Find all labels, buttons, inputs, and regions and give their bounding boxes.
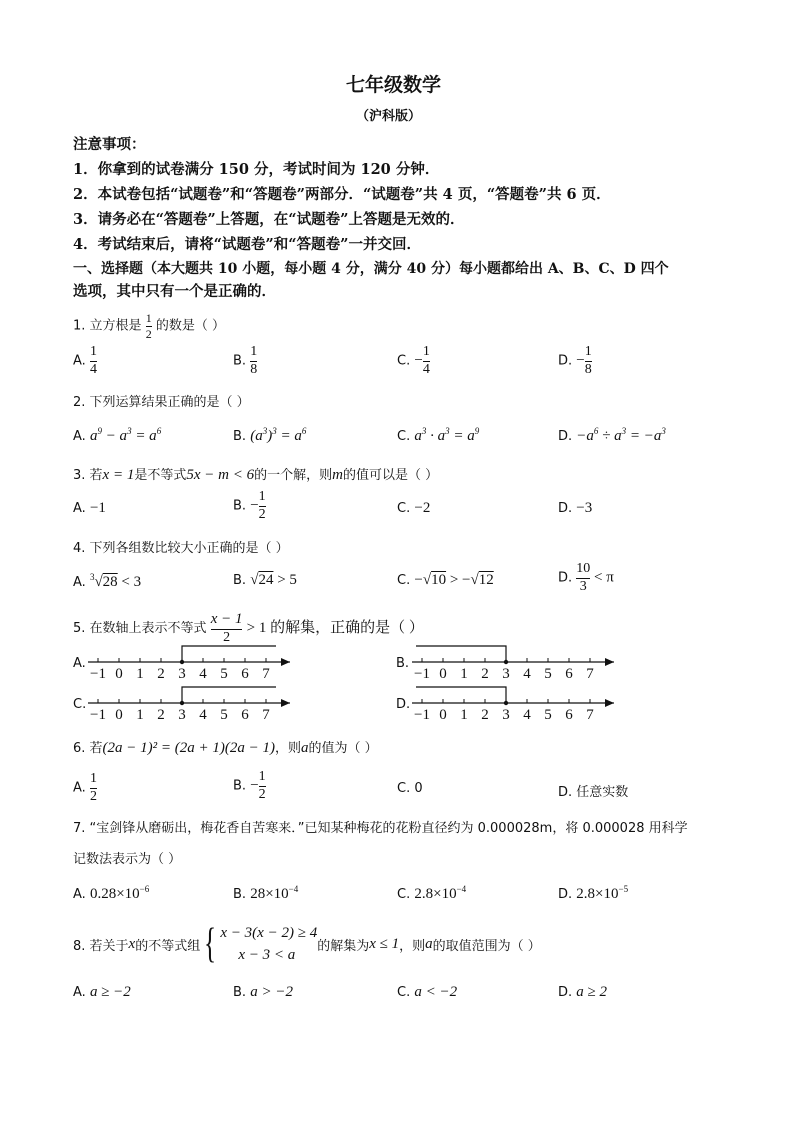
page-title: 七年级数学 xyxy=(346,74,442,96)
tick-label: 4 xyxy=(199,707,207,723)
tick-label: 7 xyxy=(262,707,270,723)
q6-option-d[interactable]: D. 任意实数 xyxy=(558,785,629,800)
tick-label: 0 xyxy=(115,666,123,682)
q5-option-d[interactable]: D. xyxy=(396,697,411,712)
notes-item: 1．你拿到的试卷满分 150 分，考试时间为 120 分钟． xyxy=(73,161,440,178)
q3-option-a[interactable]: A. −1 xyxy=(73,500,106,516)
q8-option-c[interactable]: C. a < −2 xyxy=(397,984,458,1000)
question-5: 5. 在数轴上表示不等式 $\frac{x - 1}{2}$ > 1 的解集，正确的是（ ） xyxy=(73,611,424,645)
endpoint-dot xyxy=(504,660,508,664)
q6-option-b[interactable]: B. − $\frac{1}{2}$ xyxy=(233,769,266,802)
q1-text: 1. 立方根是 xyxy=(73,318,142,334)
tick-label: 6 xyxy=(565,666,573,682)
tick-label: −1 xyxy=(414,666,430,682)
endpoint-dot xyxy=(180,701,184,705)
axis-arrow-icon xyxy=(281,699,290,707)
notes-heading: 注意事项： xyxy=(73,136,146,153)
q5-fraction: $\frac{x - 1}{2}$ xyxy=(210,611,243,645)
section-heading: 一、选择题（本大题共 10 小题，每小题 4 分，满分 40 分）每小题都给出 A、B、C、D 四个 xyxy=(73,261,669,277)
question-7: 7. “宝剑锋从磨砺出，梅花香自苦寒来．”已知某种梅花的花粉直径约为 0.000028m，将 0.000028 用科学 xyxy=(73,821,688,836)
tick-label: −1 xyxy=(90,666,106,682)
notes-item: 3．请务必在“答题卷”上答题，在“试题卷”上答题是无效的． xyxy=(73,211,465,228)
q6-option-c[interactable]: C. 0 xyxy=(397,781,423,796)
notes-item: 2．本试卷包括“试题卷”和“答题卷”两部分．“试题卷”共 4 页，“答题卷”共 6 页． xyxy=(73,186,611,203)
tick-label: 2 xyxy=(481,707,489,723)
question-4: 4. 下列各组数比较大小正确的是（ ） xyxy=(73,541,289,556)
question-2: 2. 下列运算结果正确的是（ ） xyxy=(73,395,250,410)
tick-label: 7 xyxy=(262,666,270,682)
q5-option-a[interactable]: A. xyxy=(73,656,86,671)
tick-label: 5 xyxy=(220,707,228,723)
q8-option-a[interactable]: A. a ≥ −2 xyxy=(73,984,131,1000)
axis-arrow-icon xyxy=(605,658,614,666)
inequality-system: x − 3(x − 2) ≥ 4 x − 3 < a xyxy=(220,924,318,963)
question-6: 6. 若(2a − 1)² = (2a + 1)(2a − 1)，则a的值为（ ） xyxy=(73,740,378,756)
tick-label: 2 xyxy=(157,666,165,682)
q3-option-c[interactable]: C. −2 xyxy=(397,500,431,516)
tick-label: 2 xyxy=(157,707,165,723)
question-1 xyxy=(73,312,225,340)
page-subtitle: （沪科版） xyxy=(356,109,422,124)
q2-option-c[interactable]: C. $a^3 \cdot a^3 = a^9$ xyxy=(397,426,480,444)
q3-option-d[interactable]: D. −3 xyxy=(558,500,593,516)
notes-item: 4．考试结束后，请将“试题卷”和“答题卷”一并交回． xyxy=(73,236,421,253)
tick-label: 1 xyxy=(136,707,144,723)
number-line-b xyxy=(412,642,622,682)
section-heading-cont: 选项，其中只有一个是正确的． xyxy=(73,283,276,300)
question-7-cont: 记数法表示为（ ） xyxy=(73,852,182,867)
tick-label: 1 xyxy=(460,707,468,723)
q1-option-b[interactable]: B. $\frac{1}{8}$ xyxy=(233,344,258,377)
axis-arrow-icon xyxy=(605,699,614,707)
tick-label: −1 xyxy=(90,707,106,723)
solution-bracket xyxy=(182,646,276,662)
tick-label: 4 xyxy=(523,666,531,682)
q2-option-b[interactable]: B. $(a^3)^3 = a^6$ xyxy=(233,426,307,444)
tick-label: 3 xyxy=(502,707,510,723)
solution-bracket xyxy=(416,687,506,703)
tick-label: 3 xyxy=(502,666,510,682)
endpoint-dot xyxy=(504,701,508,705)
q1-option-a[interactable]: A. $\frac{1}{4}$ xyxy=(73,344,97,377)
q4-option-a[interactable]: A. $^3$√28 < 3 xyxy=(73,572,142,590)
q8-option-d[interactable]: D. a ≥ 2 xyxy=(558,984,608,1000)
tick-label: 0 xyxy=(115,707,123,723)
q8-option-b[interactable]: B. a > −2 xyxy=(233,984,293,1000)
q2-option-a[interactable]: A. $a^9 - a^3 = a^6$ xyxy=(73,426,162,444)
q1-text-end: 的数是（ ） xyxy=(155,318,225,334)
q1-option-c[interactable]: C. − $\frac{1}{4}$ xyxy=(397,344,430,377)
q5-option-b[interactable]: B. xyxy=(396,656,410,671)
tick-label: 0 xyxy=(439,666,447,682)
q2-option-d[interactable]: D. $-a^6 \div a^3 = -a^3$ xyxy=(558,426,666,444)
axis-arrow-icon xyxy=(281,658,290,666)
tick-label: 7 xyxy=(586,666,594,682)
solution-bracket xyxy=(416,646,506,662)
q7-option-c[interactable]: C. $2.8\times 10^{-4}$ xyxy=(397,884,467,902)
tick-label: 4 xyxy=(523,707,531,723)
q4-option-c[interactable]: C. −√10 > −√12 xyxy=(397,572,494,588)
tick-label: 3 xyxy=(178,707,186,723)
q7-option-a[interactable]: A. $0.28\times 10^{-6}$ xyxy=(73,884,150,902)
tick-label: 6 xyxy=(565,707,573,723)
tick-label: 4 xyxy=(199,666,207,682)
q5-option-c[interactable]: C. xyxy=(73,697,87,712)
q6-option-a[interactable]: A. $\frac{1}{2}$ xyxy=(73,771,97,804)
tick-label: 5 xyxy=(544,707,552,723)
system-brace: { xyxy=(204,921,217,967)
tick-label: −1 xyxy=(414,707,430,723)
q4-option-b[interactable]: B. √24 > 5 xyxy=(233,572,297,588)
q4-option-d[interactable]: D. $\frac{10}{3}$ < π xyxy=(558,561,614,594)
solution-bracket xyxy=(182,687,276,703)
q3-option-b[interactable]: B. − $\frac{1}{2}$ xyxy=(233,489,266,522)
tick-label: 1 xyxy=(136,666,144,682)
tick-label: 2 xyxy=(481,666,489,682)
tick-label: 6 xyxy=(241,666,249,682)
q7-option-b[interactable]: B. $28\times 10^{-4}$ xyxy=(233,884,299,902)
question-3: 3. 若x = 1是不等式5x − m < 6的一个解，则m的值可以是（ ） xyxy=(73,467,439,483)
tick-label: 5 xyxy=(544,666,552,682)
question-8: 8. 若关于 x 的不等式组 { x − 3(x − 2) ≥ 4 x − 3 < a 的解集为 x ≤ 1 ，则 a 的取值范围为（ ） xyxy=(73,921,541,967)
tick-label: 1 xyxy=(460,666,468,682)
tick-label: 0 xyxy=(439,707,447,723)
number-line-d xyxy=(412,683,622,723)
q7-option-d[interactable]: D. $2.8\times 10^{-5}$ xyxy=(558,884,629,902)
tick-label: 3 xyxy=(178,666,186,682)
number-line-a xyxy=(88,642,298,682)
number-line-c xyxy=(88,683,298,723)
tick-label: 5 xyxy=(220,666,228,682)
endpoint-dot xyxy=(180,660,184,664)
tick-label: 6 xyxy=(241,707,249,723)
q1-option-d[interactable]: D. − $\frac{1}{8}$ xyxy=(558,344,592,377)
tick-label: 7 xyxy=(586,707,594,723)
q1-fraction: $\frac{1}{2}$ xyxy=(145,311,152,341)
